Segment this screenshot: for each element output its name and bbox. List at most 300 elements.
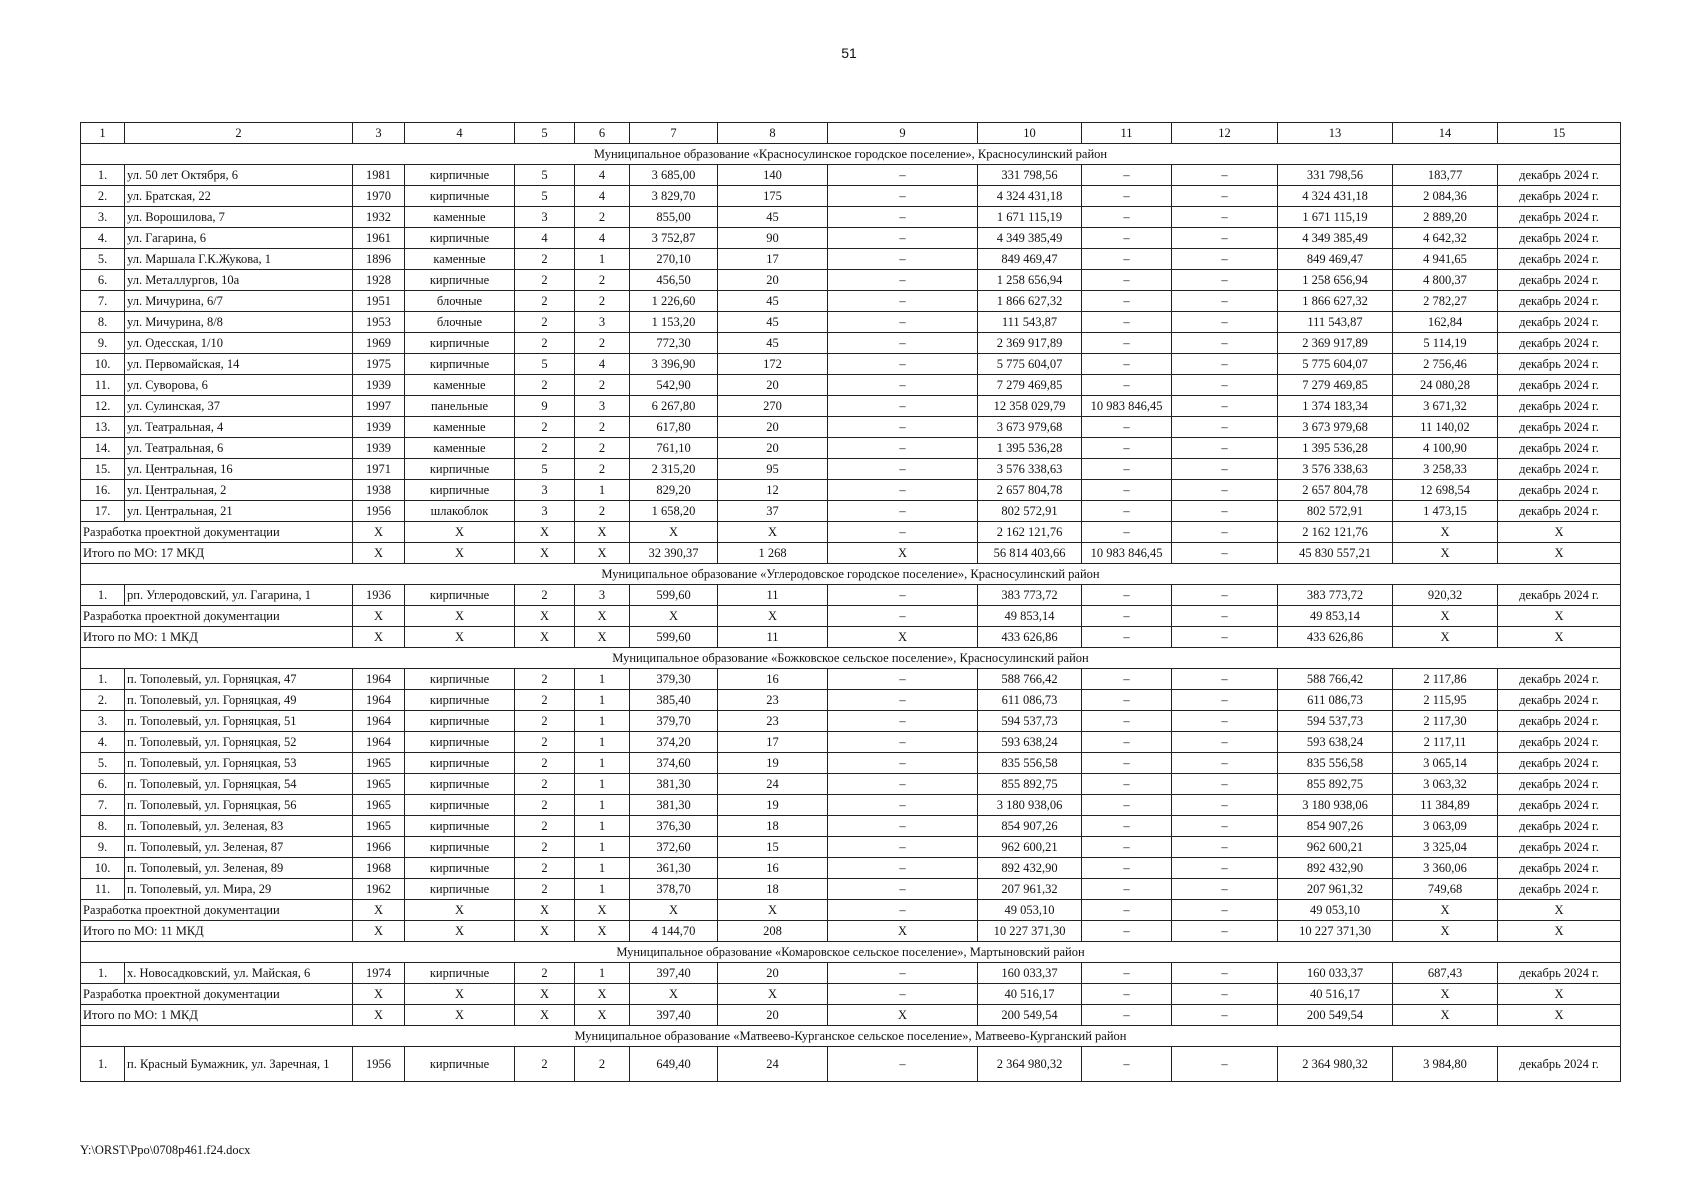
table-cell: 1964 xyxy=(353,732,405,753)
table-cell: 5 xyxy=(515,186,575,207)
table-cell: – xyxy=(1172,501,1278,522)
municipality-group-row xyxy=(81,144,1621,165)
summary-cell: – xyxy=(828,522,978,543)
table-cell: 24 080,28 xyxy=(1393,375,1498,396)
summary-cell: 11 xyxy=(718,627,828,648)
table-cell: 1 xyxy=(575,249,630,270)
column-number: 12 xyxy=(1172,123,1278,144)
table-cell: 2 657 804,78 xyxy=(978,480,1082,501)
table-cell: – xyxy=(828,438,978,459)
table-cell: декабрь 2024 г. xyxy=(1498,501,1621,522)
table-cell: 45 xyxy=(718,312,828,333)
table-cell: 854 907,26 xyxy=(1278,816,1393,837)
column-number: 6 xyxy=(575,123,630,144)
table-cell: кирпичные xyxy=(405,186,515,207)
table-cell: 2 xyxy=(575,270,630,291)
table-cell: – xyxy=(828,963,978,984)
table-cell: кирпичные xyxy=(405,585,515,606)
table-cell: 3 xyxy=(575,585,630,606)
table-cell: 1896 xyxy=(353,249,405,270)
summary-cell: 208 xyxy=(718,921,828,942)
table-cell: кирпичные xyxy=(405,795,515,816)
table-cell: 2 xyxy=(575,417,630,438)
table-cell: 2 xyxy=(575,375,630,396)
row-number-cell: 17. xyxy=(81,501,125,522)
table-cell: 1 xyxy=(575,879,630,900)
table-cell: 599,60 xyxy=(630,585,718,606)
table-cell: – xyxy=(1172,186,1278,207)
building-row xyxy=(81,417,1621,438)
building-row xyxy=(81,291,1621,312)
address-cell: п. Тополевый, ул. Горняцкая, 47 xyxy=(125,669,353,690)
address-cell: п. Тополевый, ул. Мира, 29 xyxy=(125,879,353,900)
table-cell: 183,77 xyxy=(1393,165,1498,186)
table-cell: 45 xyxy=(718,207,828,228)
table-cell: 374,60 xyxy=(630,753,718,774)
municipality-group-row xyxy=(81,648,1621,669)
column-number: 7 xyxy=(630,123,718,144)
summary-cell: Х xyxy=(1393,627,1498,648)
table-cell: 1 xyxy=(575,753,630,774)
housing-repair-table xyxy=(80,122,1621,1082)
table-cell: 16 xyxy=(718,858,828,879)
summary-cell: Х xyxy=(575,606,630,627)
table-cell: 2 xyxy=(515,669,575,690)
table-cell: 2 xyxy=(515,858,575,879)
table-cell: 7 279 469,85 xyxy=(1278,375,1393,396)
table-cell: – xyxy=(828,186,978,207)
table-cell: – xyxy=(1082,312,1172,333)
table-cell: 2 xyxy=(515,879,575,900)
table-cell: 588 766,42 xyxy=(978,669,1082,690)
table-cell: – xyxy=(1172,795,1278,816)
address-cell: п. Тополевый, ул. Зеленая, 83 xyxy=(125,816,353,837)
table-cell: – xyxy=(1172,732,1278,753)
table-cell: декабрь 2024 г. xyxy=(1498,291,1621,312)
column-number: 14 xyxy=(1393,123,1498,144)
table-cell: – xyxy=(1082,270,1172,291)
address-cell: п. Тополевый, ул. Зеленая, 89 xyxy=(125,858,353,879)
table-cell: – xyxy=(1172,879,1278,900)
table-cell: 1939 xyxy=(353,438,405,459)
table-cell: 1961 xyxy=(353,228,405,249)
address-cell: п. Тополевый, ул. Горняцкая, 54 xyxy=(125,774,353,795)
building-row xyxy=(81,249,1621,270)
table-cell: – xyxy=(828,396,978,417)
summary-cell: – xyxy=(1082,1005,1172,1026)
summary-cell: 4 144,70 xyxy=(630,921,718,942)
table-cell: – xyxy=(1172,438,1278,459)
table-cell: – xyxy=(1082,501,1172,522)
table-cell: 19 xyxy=(718,753,828,774)
building-row xyxy=(81,585,1621,606)
address-cell: п. Тополевый, ул. Горняцкая, 51 xyxy=(125,711,353,732)
municipality-name: Муниципальное образование «Комаровское сельское поселение», Мартыновский район xyxy=(81,942,1621,963)
table-cell: 1964 xyxy=(353,711,405,732)
table-cell: – xyxy=(1082,963,1172,984)
table-cell: 45 xyxy=(718,291,828,312)
summary-cell: Х xyxy=(1393,984,1498,1005)
summary-cell: Х xyxy=(718,900,828,921)
table-cell: 749,68 xyxy=(1393,879,1498,900)
table-cell: 1965 xyxy=(353,774,405,795)
building-row xyxy=(81,312,1621,333)
table-cell: 1951 xyxy=(353,291,405,312)
table-cell: – xyxy=(828,837,978,858)
summary-cell: Х xyxy=(353,627,405,648)
summary-cell: Х xyxy=(515,1005,575,1026)
table-cell: – xyxy=(1082,186,1172,207)
table-cell: декабрь 2024 г. xyxy=(1498,207,1621,228)
building-row xyxy=(81,1047,1621,1082)
table-cell: декабрь 2024 г. xyxy=(1498,417,1621,438)
summary-cell: 49 853,14 xyxy=(1278,606,1393,627)
table-cell: – xyxy=(828,249,978,270)
address-cell: ул. 50 лет Октября, 6 xyxy=(125,165,353,186)
summary-cell: Х xyxy=(515,543,575,564)
municipality-group-row xyxy=(81,942,1621,963)
table-cell: декабрь 2024 г. xyxy=(1498,732,1621,753)
table-cell: – xyxy=(1172,249,1278,270)
table-cell: 1 258 656,94 xyxy=(978,270,1082,291)
file-path-footer: Y:\ORST\Ppo\0708p461.f24.docx xyxy=(80,1143,251,1157)
table-cell: 2 117,11 xyxy=(1393,732,1498,753)
table-cell: декабрь 2024 г. xyxy=(1498,690,1621,711)
table-cell: 17 xyxy=(718,249,828,270)
table-cell: 1 xyxy=(575,711,630,732)
table-cell: 2 xyxy=(515,774,575,795)
table-cell: – xyxy=(1082,249,1172,270)
table-cell: 1 xyxy=(575,795,630,816)
row-number-cell: 1. xyxy=(81,1047,125,1082)
table-cell: кирпичные xyxy=(405,228,515,249)
table-cell: 3 671,32 xyxy=(1393,396,1498,417)
summary-cell: Х xyxy=(828,627,978,648)
table-cell: – xyxy=(828,858,978,879)
table-cell: 1938 xyxy=(353,480,405,501)
row-number-cell: 11. xyxy=(81,879,125,900)
summary-label: Итого по МО: 1 МКД xyxy=(81,627,353,648)
table-cell: 20 xyxy=(718,438,828,459)
table-cell: – xyxy=(1082,795,1172,816)
table-cell: декабрь 2024 г. xyxy=(1498,669,1621,690)
table-cell: 3 xyxy=(515,501,575,522)
table-cell: декабрь 2024 г. xyxy=(1498,753,1621,774)
summary-cell: Х xyxy=(630,984,718,1005)
table-cell: 3 063,09 xyxy=(1393,816,1498,837)
table-cell: 2 889,20 xyxy=(1393,207,1498,228)
table-cell: – xyxy=(1172,375,1278,396)
summary-cell: Х xyxy=(405,606,515,627)
row-number-cell: 4. xyxy=(81,228,125,249)
table-cell: – xyxy=(828,480,978,501)
table-cell: – xyxy=(1082,417,1172,438)
summary-cell: Х xyxy=(1498,1005,1621,1026)
table-cell: 17 xyxy=(718,732,828,753)
table-cell: 379,30 xyxy=(630,669,718,690)
row-number-cell: 10. xyxy=(81,858,125,879)
summary-label: Разработка проектной документации xyxy=(81,606,353,627)
table-cell: кирпичные xyxy=(405,480,515,501)
summary-cell: Х xyxy=(828,543,978,564)
table-cell: – xyxy=(1082,774,1172,795)
row-number-cell: 8. xyxy=(81,312,125,333)
table-cell: 1997 xyxy=(353,396,405,417)
table-cell: 2 369 917,89 xyxy=(978,333,1082,354)
building-row xyxy=(81,963,1621,984)
table-cell: – xyxy=(1172,396,1278,417)
table-cell: 855,00 xyxy=(630,207,718,228)
summary-cell: – xyxy=(1172,522,1278,543)
table-cell: 4 xyxy=(575,165,630,186)
table-cell: 207 961,32 xyxy=(978,879,1082,900)
table-cell: 5 xyxy=(515,459,575,480)
table-cell: 1 xyxy=(575,774,630,795)
table-cell: 12 358 029,79 xyxy=(978,396,1082,417)
table-cell: кирпичные xyxy=(405,711,515,732)
column-number: 9 xyxy=(828,123,978,144)
summary-cell: Х xyxy=(405,543,515,564)
summary-cell: Х xyxy=(575,522,630,543)
row-number-cell: 7. xyxy=(81,795,125,816)
table-cell: – xyxy=(1172,480,1278,501)
row-number-cell: 4. xyxy=(81,732,125,753)
table-cell: 2 315,20 xyxy=(630,459,718,480)
building-row xyxy=(81,795,1621,816)
table-cell: 175 xyxy=(718,186,828,207)
summary-cell: 49 053,10 xyxy=(1278,900,1393,921)
summary-cell: Х xyxy=(353,543,405,564)
address-cell: рп. Углеродовский, ул. Гагарина, 1 xyxy=(125,585,353,606)
table-cell: 95 xyxy=(718,459,828,480)
table-cell: 2 xyxy=(515,585,575,606)
table-cell: кирпичные xyxy=(405,333,515,354)
building-row xyxy=(81,270,1621,291)
table-cell: 2 xyxy=(515,711,575,732)
summary-cell: 2 162 121,76 xyxy=(978,522,1082,543)
table-cell: 593 638,24 xyxy=(1278,732,1393,753)
table-cell: декабрь 2024 г. xyxy=(1498,165,1621,186)
table-cell: блочные xyxy=(405,312,515,333)
summary-label: Разработка проектной документации xyxy=(81,900,353,921)
summary-cell: Х xyxy=(515,627,575,648)
summary-cell: Х xyxy=(1498,900,1621,921)
table-cell: 2 xyxy=(515,732,575,753)
table-cell: 920,32 xyxy=(1393,585,1498,606)
table-cell: 649,40 xyxy=(630,1047,718,1082)
table-cell: 2 xyxy=(515,690,575,711)
table-cell: декабрь 2024 г. xyxy=(1498,963,1621,984)
table-cell: 24 xyxy=(718,1047,828,1082)
table-cell: 2 657 804,78 xyxy=(1278,480,1393,501)
table-cell: 3 685,00 xyxy=(630,165,718,186)
building-row xyxy=(81,354,1621,375)
table-cell: – xyxy=(828,669,978,690)
table-cell: – xyxy=(828,585,978,606)
table-cell: – xyxy=(1172,312,1278,333)
row-number-cell: 2. xyxy=(81,186,125,207)
building-row xyxy=(81,774,1621,795)
table-cell: 855 892,75 xyxy=(978,774,1082,795)
address-cell: п. Тополевый, ул. Горняцкая, 56 xyxy=(125,795,353,816)
municipality-name: Муниципальное образование «Красносулинское городское поселение», Красносулинский район xyxy=(81,144,1621,165)
table-cell: декабрь 2024 г. xyxy=(1498,795,1621,816)
table-cell: декабрь 2024 г. xyxy=(1498,438,1621,459)
table-cell: 2 xyxy=(515,438,575,459)
building-row xyxy=(81,375,1621,396)
table-cell: кирпичные xyxy=(405,354,515,375)
table-cell: 19 xyxy=(718,795,828,816)
table-cell: 1 xyxy=(575,732,630,753)
column-number: 4 xyxy=(405,123,515,144)
table-cell: 1 671 115,19 xyxy=(978,207,1082,228)
table-cell: 1939 xyxy=(353,375,405,396)
summary-cell: Х xyxy=(1393,921,1498,942)
table-cell: 2 xyxy=(515,312,575,333)
table-cell: 3 325,04 xyxy=(1393,837,1498,858)
table-cell: – xyxy=(828,459,978,480)
table-cell: – xyxy=(1172,228,1278,249)
table-cell: 3 180 938,06 xyxy=(1278,795,1393,816)
table-cell: 2 369 917,89 xyxy=(1278,333,1393,354)
table-cell: – xyxy=(1082,879,1172,900)
summary-cell: Х xyxy=(353,984,405,1005)
summary-cell: – xyxy=(1082,984,1172,1005)
building-row xyxy=(81,711,1621,732)
table-cell: 4 349 385,49 xyxy=(1278,228,1393,249)
table-cell: 3 360,06 xyxy=(1393,858,1498,879)
table-cell: декабрь 2024 г. xyxy=(1498,858,1621,879)
table-cell: 4 324 431,18 xyxy=(978,186,1082,207)
table-cell: 270 xyxy=(718,396,828,417)
table-cell: 381,30 xyxy=(630,795,718,816)
address-cell: ул. Мичурина, 8/8 xyxy=(125,312,353,333)
building-row xyxy=(81,459,1621,480)
table-cell: 687,43 xyxy=(1393,963,1498,984)
table-cell: 23 xyxy=(718,711,828,732)
summary-cell: Х xyxy=(1498,921,1621,942)
table-cell: 892 432,90 xyxy=(1278,858,1393,879)
table-cell: 15 xyxy=(718,837,828,858)
table-cell: – xyxy=(828,774,978,795)
table-cell: 5 775 604,07 xyxy=(978,354,1082,375)
summary-cell: 200 549,54 xyxy=(1278,1005,1393,1026)
table-cell: 20 xyxy=(718,270,828,291)
summary-cell: Х xyxy=(1498,522,1621,543)
table-cell: декабрь 2024 г. xyxy=(1498,816,1621,837)
building-row xyxy=(81,501,1621,522)
building-row xyxy=(81,333,1621,354)
summary-row xyxy=(81,627,1621,648)
table-cell: – xyxy=(1082,228,1172,249)
table-cell: – xyxy=(828,207,978,228)
table-cell: – xyxy=(1082,711,1172,732)
row-number-cell: 1. xyxy=(81,165,125,186)
address-cell: ул. Мичурина, 6/7 xyxy=(125,291,353,312)
table-cell: декабрь 2024 г. xyxy=(1498,228,1621,249)
address-cell: п. Тополевый, ул. Горняцкая, 53 xyxy=(125,753,353,774)
table-cell: 3 752,87 xyxy=(630,228,718,249)
table-cell: 588 766,42 xyxy=(1278,669,1393,690)
table-cell: 1936 xyxy=(353,585,405,606)
summary-cell: Х xyxy=(515,522,575,543)
table-cell: 45 xyxy=(718,333,828,354)
summary-cell: Х xyxy=(718,606,828,627)
table-cell: 611 086,73 xyxy=(1278,690,1393,711)
table-cell: 16 xyxy=(718,669,828,690)
table-cell: декабрь 2024 г. xyxy=(1498,879,1621,900)
table-cell: декабрь 2024 г. xyxy=(1498,837,1621,858)
address-cell: п. Тополевый, ул. Горняцкая, 52 xyxy=(125,732,353,753)
table-cell: 2 117,30 xyxy=(1393,711,1498,732)
table-cell: 835 556,58 xyxy=(1278,753,1393,774)
table-cell: 1 395 536,28 xyxy=(978,438,1082,459)
table-cell: декабрь 2024 г. xyxy=(1498,354,1621,375)
table-cell: кирпичные xyxy=(405,774,515,795)
column-number: 1 xyxy=(81,123,125,144)
table-cell: 3 984,80 xyxy=(1393,1047,1498,1082)
table-cell: – xyxy=(1082,690,1172,711)
table-cell: кирпичные xyxy=(405,879,515,900)
table-cell: 11 384,89 xyxy=(1393,795,1498,816)
row-number-cell: 9. xyxy=(81,333,125,354)
column-number: 11 xyxy=(1082,123,1172,144)
summary-cell: 599,60 xyxy=(630,627,718,648)
summary-cell: Х xyxy=(575,984,630,1005)
table-cell: – xyxy=(1082,585,1172,606)
address-cell: ул. Центральная, 21 xyxy=(125,501,353,522)
table-cell: 2 084,36 xyxy=(1393,186,1498,207)
summary-row xyxy=(81,921,1621,942)
table-cell: 1 xyxy=(575,816,630,837)
table-cell: 11 140,02 xyxy=(1393,417,1498,438)
table-cell: 90 xyxy=(718,228,828,249)
table-cell: 1 153,20 xyxy=(630,312,718,333)
table-cell: – xyxy=(828,270,978,291)
table-cell: 962 600,21 xyxy=(978,837,1082,858)
table-cell: 3 576 338,63 xyxy=(978,459,1082,480)
table-cell: кирпичные xyxy=(405,690,515,711)
column-number: 2 xyxy=(125,123,353,144)
building-row xyxy=(81,228,1621,249)
summary-cell: Х xyxy=(1393,900,1498,921)
table-cell: 2 xyxy=(515,333,575,354)
municipality-group-row xyxy=(81,564,1621,585)
table-cell: 20 xyxy=(718,375,828,396)
table-cell: каменные xyxy=(405,417,515,438)
summary-row xyxy=(81,606,1621,627)
table-cell: 2 756,46 xyxy=(1393,354,1498,375)
table-cell: – xyxy=(1172,270,1278,291)
row-number-cell: 1. xyxy=(81,669,125,690)
municipality-group-row xyxy=(81,1026,1621,1047)
summary-cell: Х xyxy=(575,543,630,564)
table-cell: 3 xyxy=(575,396,630,417)
table-cell: 2 xyxy=(515,1047,575,1082)
table-cell: 1 866 627,32 xyxy=(978,291,1082,312)
table-cell: 1969 xyxy=(353,333,405,354)
table-cell: декабрь 2024 г. xyxy=(1498,774,1621,795)
table-cell: кирпичные xyxy=(405,669,515,690)
table-cell: кирпичные xyxy=(405,270,515,291)
table-cell: 18 xyxy=(718,816,828,837)
summary-cell: 49 053,10 xyxy=(978,900,1082,921)
table-cell: 4 800,37 xyxy=(1393,270,1498,291)
summary-row xyxy=(81,900,1621,921)
summary-cell: Х xyxy=(515,921,575,942)
row-number-cell: 6. xyxy=(81,270,125,291)
table-cell: 1965 xyxy=(353,753,405,774)
